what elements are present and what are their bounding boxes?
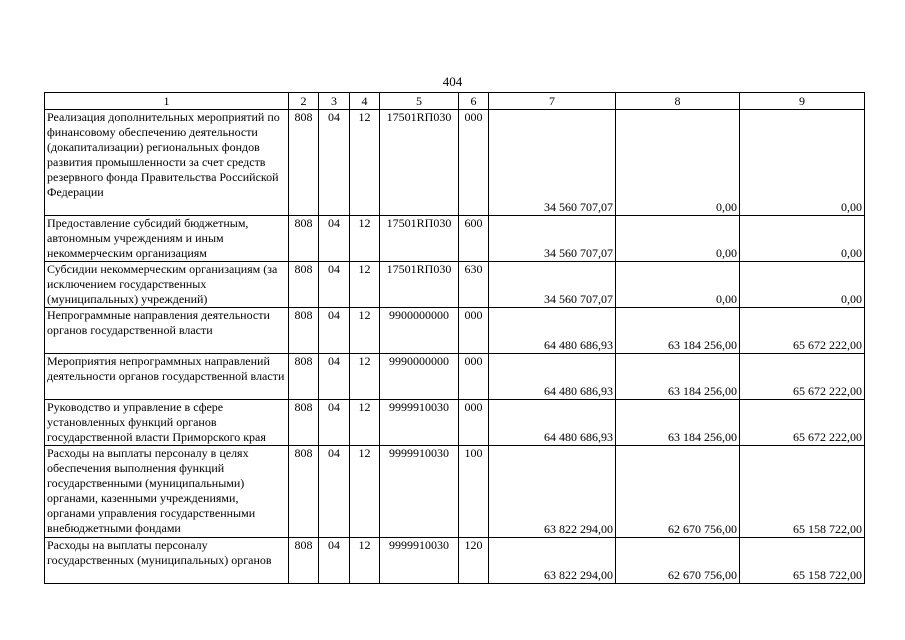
row-amount-8: 63 184 256,00 [616,308,740,354]
row-amount-8: 0,00 [616,110,740,216]
row-expense-type: 630 [459,262,489,308]
table-row [45,216,865,262]
column-header: 3 [319,93,350,110]
row-ministry-code: 808 [289,110,319,216]
row-expense-type: 000 [459,308,489,354]
row-target-article: 17501RП030 [380,216,459,262]
row-target-article: 9999910030 [380,538,459,584]
row-name: Мероприятия непрограммных направлений деятельности органов государственной власти [45,354,289,400]
column-header: 2 [289,93,319,110]
row-target-article: 9990000000 [380,354,459,400]
row-ministry-code: 808 [289,262,319,308]
row-subsection-code: 12 [350,400,380,446]
row-expense-type: 000 [459,354,489,400]
row-amount-8: 63 184 256,00 [616,354,740,400]
row-amount-9: 0,00 [740,110,865,216]
row-target-article: 9999910030 [380,400,459,446]
row-section-code: 04 [319,538,350,584]
row-section-code: 04 [319,446,350,538]
column-header: 6 [459,93,489,110]
header-row [45,93,865,110]
column-header: 8 [616,93,740,110]
row-ministry-code: 808 [289,446,319,538]
row-amount-8: 0,00 [616,216,740,262]
row-subsection-code: 12 [350,262,380,308]
row-expense-type: 100 [459,446,489,538]
row-amount-7: 34 560 707,07 [489,262,616,308]
row-section-code: 04 [319,216,350,262]
column-header: 9 [740,93,865,110]
row-target-article: 9900000000 [380,308,459,354]
row-name: Предоставление субсидий бюджетным, автономным учреждениям и иным некоммерческим организациям [45,216,289,262]
row-amount-7: 34 560 707,07 [489,110,616,216]
page-number: 404 [442,74,463,89]
row-amount-7: 64 480 686,93 [489,400,616,446]
row-subsection-code: 12 [350,354,380,400]
row-ministry-code: 808 [289,400,319,446]
row-amount-8: 62 670 756,00 [616,538,740,584]
row-ministry-code: 808 [289,216,319,262]
column-header: 4 [350,93,380,110]
row-section-code: 04 [319,308,350,354]
row-name: Расходы на выплаты персоналу государственных (муниципальных) органов [45,538,289,584]
row-amount-7: 64 480 686,93 [489,354,616,400]
row-subsection-code: 12 [350,216,380,262]
row-expense-type: 000 [459,400,489,446]
row-expense-type: 600 [459,216,489,262]
row-section-code: 04 [319,262,350,308]
row-target-article: 9999910030 [380,446,459,538]
table-row [45,400,865,446]
row-amount-9: 65 672 222,00 [740,308,865,354]
row-ministry-code: 808 [289,354,319,400]
row-amount-7: 63 822 294,00 [489,538,616,584]
row-amount-7: 63 822 294,00 [489,446,616,538]
table-row [45,538,865,584]
row-amount-8: 63 184 256,00 [616,400,740,446]
row-amount-8: 0,00 [616,262,740,308]
row-amount-9: 0,00 [740,262,865,308]
row-expense-type: 000 [459,110,489,216]
row-name: Субсидии некоммерческим организациям (за исключением государственных (муниципальных) учреждений) [45,262,289,308]
table-row [45,354,865,400]
row-subsection-code: 12 [350,110,380,216]
row-subsection-code: 12 [350,538,380,584]
row-section-code: 04 [319,400,350,446]
row-amount-9: 0,00 [740,216,865,262]
row-ministry-code: 808 [289,538,319,584]
budget-table [44,92,865,584]
row-name: Руководство и управление в сфере установленных функций органов государственной власти Приморского края [45,400,289,446]
row-amount-8: 62 670 756,00 [616,446,740,538]
column-header: 7 [489,93,616,110]
row-amount-9: 65 672 222,00 [740,354,865,400]
row-ministry-code: 808 [289,308,319,354]
table-row [45,262,865,308]
row-amount-7: 64 480 686,93 [489,308,616,354]
table-row [45,446,865,538]
row-section-code: 04 [319,110,350,216]
row-target-article: 17501RП030 [380,110,459,216]
row-name: Непрограммные направления деятельности органов государственной власти [45,308,289,354]
row-expense-type: 120 [459,538,489,584]
row-name: Реализация дополнительных мероприятий по финансовому обеспечению деятельности (докапитализации) региональных фондов развития промышленности за счет средств резервного фонда Правительства Российской Федерации [45,110,289,216]
column-header: 5 [380,93,459,110]
table-row [45,308,865,354]
row-subsection-code: 12 [350,446,380,538]
row-amount-9: 65 672 222,00 [740,400,865,446]
row-subsection-code: 12 [350,308,380,354]
column-header: 1 [45,93,289,110]
row-amount-7: 34 560 707,07 [489,216,616,262]
row-target-article: 17501RП030 [380,262,459,308]
row-amount-9: 65 158 722,00 [740,446,865,538]
row-section-code: 04 [319,354,350,400]
row-amount-9: 65 158 722,00 [740,538,865,584]
row-name: Расходы на выплаты персоналу в целях обеспечения выполнения функций государственными (муниципальными) органами, казенными учреждениями, органами управления государственными внебюджетными фондами [45,446,289,538]
table-row [45,110,865,216]
